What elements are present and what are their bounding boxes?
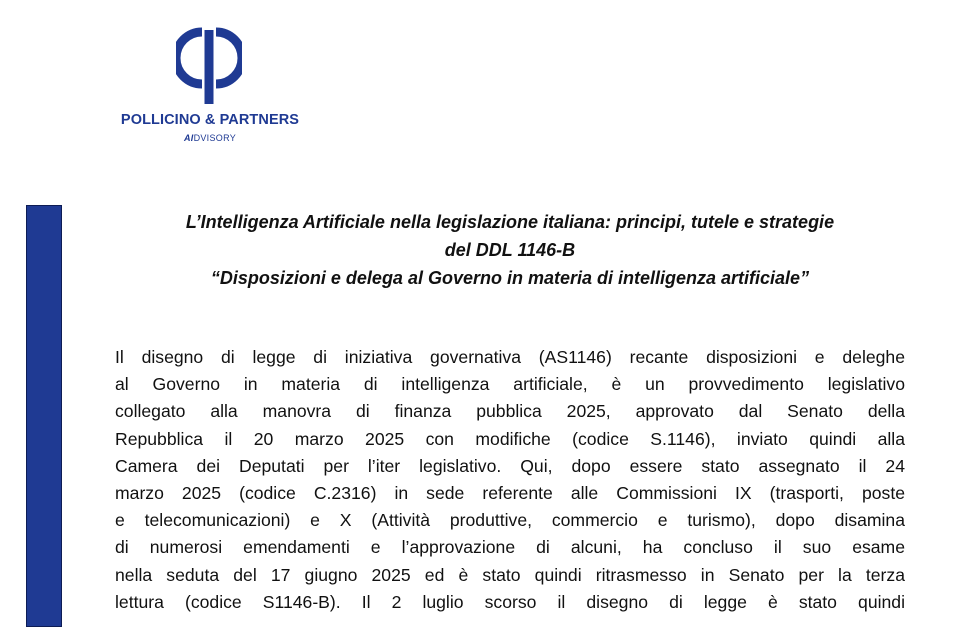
body-line: al Governo in materia di intelligenza artificiale, è un provvedimento legislativo: [115, 374, 905, 395]
logo-subtitle-rest: DVISORY: [193, 133, 237, 143]
title-line-1: L’Intelligenza Artificiale nella legislazione italiana: principi, tutele e strategie: [185, 212, 835, 232]
body-line: nella seduta del 17 giugno 2025 ed è stato quindi ritrasmesso in Senato per la terza: [115, 564, 905, 585]
logo-subtitle: [110, 133, 310, 143]
body-line: lettura (codice S1146-B). Il 2 luglio scorso il disegno di legge è stato quindi: [115, 591, 905, 612]
body-line: Repubblica il 20 marzo 2025 con modifiche (codice S.1146), inviato quindi alla: [115, 428, 905, 449]
body-paragraph: [115, 344, 905, 616]
body-line: Camera dei Deputati per l’iter legislativo. Qui, dopo essere stato assegnato il 24: [115, 455, 905, 476]
body-line: collegato alla manovra di finanza pubblica 2025, approvato dal Senato della: [115, 401, 905, 422]
body-line: Il disegno di legge di iniziativa governativa (AS1146) recante disposizioni e deleghe: [115, 347, 905, 367]
body-line: e telecomunicazioni) e X (Attività produttive, commercio e turismo), dopo disamina: [115, 510, 905, 531]
body-line: marzo 2025 (codice C.2316) in sede referente alle Commissioni IX (trasporti, poste: [115, 482, 905, 503]
logo-subtitle-ai: AI: [183, 133, 194, 143]
side-accent-bar: [26, 205, 62, 627]
logo-mark-icon: [176, 26, 242, 106]
logo-name: POLLICINO & PARTNERS: [120, 112, 300, 128]
title-line-2: del DDL 1146-B: [444, 240, 576, 260]
title-line-3: “Disposizioni e delega al Governo in materia di intelligenza artificiale”: [210, 268, 810, 288]
body-line: di numerosi emendamenti e l’approvazione di alcuni, ha concluso il suo esame: [115, 537, 905, 558]
document-title: [112, 208, 908, 292]
